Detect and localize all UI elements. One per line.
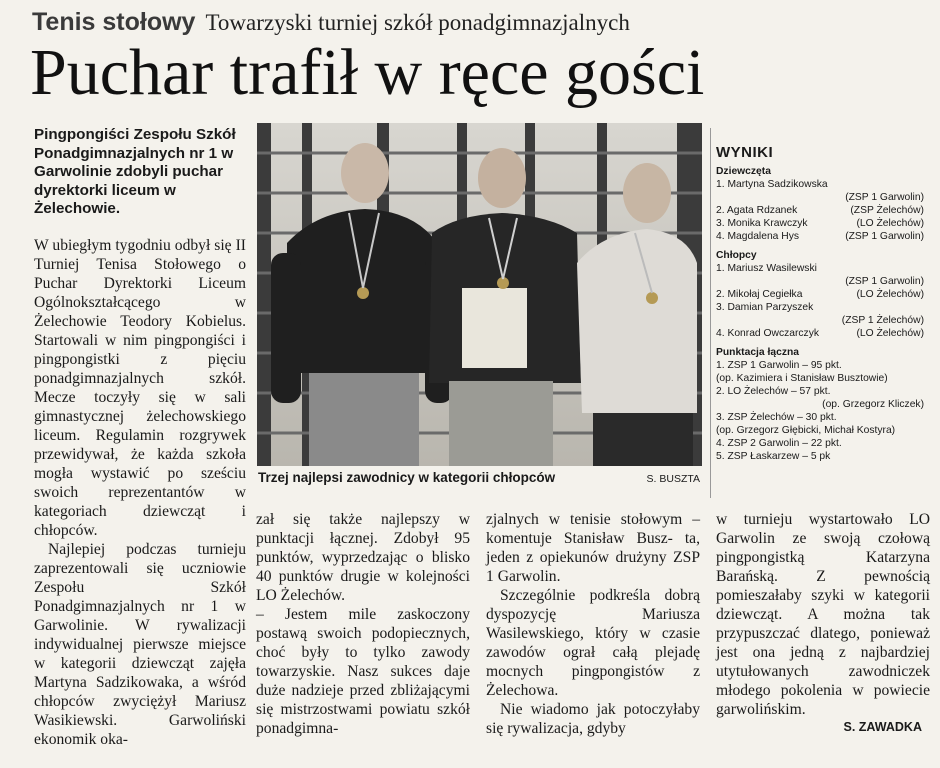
result-row: 4. Magdalena Hys (ZSP 1 Garwolin) bbox=[716, 231, 924, 242]
kicker bbox=[32, 8, 630, 37]
result-row: 1. Mariusz Wasilewski bbox=[716, 263, 817, 274]
total-row: 3. ZSP Żelechów – 30 pkt. bbox=[716, 412, 837, 423]
boys-label: Chłopcy bbox=[716, 250, 757, 261]
result-row: 4. Konrad Owczarczyk (LO Żelechów) bbox=[716, 328, 924, 339]
paragraph: W ubiegłym tygodniu odbył się II Turniej Tenisa Stołowego o Puchar Dyrektorki Liceum Ogólnokształcącego w Żelechowie Teodory Kobielus. Startowali w nim pingpongiści i pingpongistki z pięciu ponadgimnazjalnych szkół. Mecze toczyły się w sali gimnastycznej żelechowskiego liceum. Regulamin rozgrywek przewidywał, że każda szkoła mogła wystawić po sześciu swoich reprezentantów w kategoriach dziewcząt i chłopców. bbox=[34, 237, 246, 539]
total-row: 5. ZSP Łaskarzew – 5 pk bbox=[716, 451, 831, 462]
photo-credit: S. BUSZTA bbox=[646, 473, 700, 485]
headline: Puchar trafił w ręce gości bbox=[30, 36, 705, 109]
result-school: (ZSP 1 Żelechów) bbox=[841, 315, 924, 326]
total-note: (op. Grzegorz Kliczek) bbox=[822, 399, 924, 410]
lead-paragraph: Pingpongiści Zespołu Szkół Ponadgimnazjalnych nr 1 w Garwolinie zdobyli puchar dyrektorki liceum w Żelechowie. bbox=[34, 126, 236, 218]
paragraph: Nie wiadomo jak potoczyłaby się rywalizacja, gdyby bbox=[486, 701, 700, 737]
result-row: 2. Agata Rdzanek (ZSP Żelechów) bbox=[716, 205, 924, 216]
paragraph: – Jestem mile zaskoczony postawą swoich podopiecznych, choć były to tylko zawody towarzyskie. Nasz sukces daje duże nadzieje przed zbliżającymi się mistrzostwami powiatu szkół ponadgimna- bbox=[256, 606, 470, 737]
photo-image bbox=[257, 123, 702, 466]
total-note: (op. Kazimiera i Stanisław Busztowie) bbox=[716, 373, 888, 384]
article-column-1 bbox=[34, 236, 246, 749]
column-divider bbox=[710, 128, 711, 498]
paragraph: zjalnych w tenisie stołowym – komentuje Stanisław Busz- ta, jeden z opiekunów drużyny ZSP 1 Garwolin. bbox=[486, 511, 700, 585]
result-row: 2. Mikołaj Cegiełka (LO Żelechów) bbox=[716, 289, 924, 300]
paragraph: zał się także najlepszy w punktacji łącznej. Zdobył 95 punktów, wyprzedzając o blisko 40 punktów drugie w kolejności LO Żelechów. bbox=[256, 511, 470, 604]
result-row: 3. Damian Parzyszek bbox=[716, 302, 814, 313]
section-label: Tenis stołowy bbox=[32, 8, 196, 36]
author-byline: S. ZAWADKA bbox=[843, 720, 922, 734]
subheadline: Towarzyski turniej szkół ponadgimnazjalnych bbox=[205, 10, 630, 35]
result-school: (ZSP 1 Garwolin) bbox=[845, 192, 924, 203]
bleed-through-text bbox=[700, 0, 940, 110]
article-column-3 bbox=[486, 510, 700, 738]
result-school: (ZSP 1 Garwolin) bbox=[845, 276, 924, 287]
total-note: (op. Grzegorz Głębicki, Michał Kostyra) bbox=[716, 425, 896, 436]
paragraph: Najlepiej podczas turnieju zaprezentowali się uczniowie Zespołu Szkół Ponadgimnazjalnych nr 1 w Garwolinie. W rywalizacji indywidualnej pierwsze miejsce w kategorii dziewcząt zajęła Martyna Sadzikowaka, a wśród chłopców zwyciężył Mariusz Wasikiewski. Garwoliński ekonomik oka- bbox=[34, 541, 246, 748]
total-row: 4. ZSP 2 Garwolin – 22 pkt. bbox=[716, 438, 842, 449]
paragraph: Szczególnie podkreśla dobrą dyspozycję Mariusza Wasilewskiego, który w czasie zawodów ograł całą plejadę mocnych pingpongistów z Żelechowa. bbox=[486, 587, 700, 699]
girls-label: Dziewczęta bbox=[716, 166, 771, 177]
total-row: 1. ZSP 1 Garwolin – 95 pkt. bbox=[716, 360, 842, 371]
result-row: 1. Martyna Sadzikowska bbox=[716, 179, 828, 190]
article-column-2 bbox=[256, 510, 470, 738]
results-title: WYNIKI bbox=[716, 144, 774, 161]
article-column-4 bbox=[716, 510, 930, 719]
caption-text: Trzej najlepsi zawodnicy w kategorii chłopców bbox=[258, 470, 556, 485]
result-row: 3. Monika Krawczyk (LO Żelechów) bbox=[716, 218, 924, 229]
photo bbox=[257, 123, 702, 466]
total-row: 2. LO Żelechów – 57 pkt. bbox=[716, 386, 831, 397]
results-box bbox=[716, 146, 930, 463]
total-label: Punktacja łączna bbox=[716, 347, 799, 358]
photo-caption bbox=[258, 470, 702, 485]
paragraph: w turnieju wystartowało LO Garwolin ze swoją czołową pingpongistką Katarzyna Barańską. Z pewnością pomieszałaby szyki w kategorii dziewcząt. A można tak przypuszczać dlatego, ponieważ jest ona jedną z najbardziej utytułowanych zawodniczek młodego pokolenia w powiecie garwolińskim. bbox=[716, 511, 930, 718]
